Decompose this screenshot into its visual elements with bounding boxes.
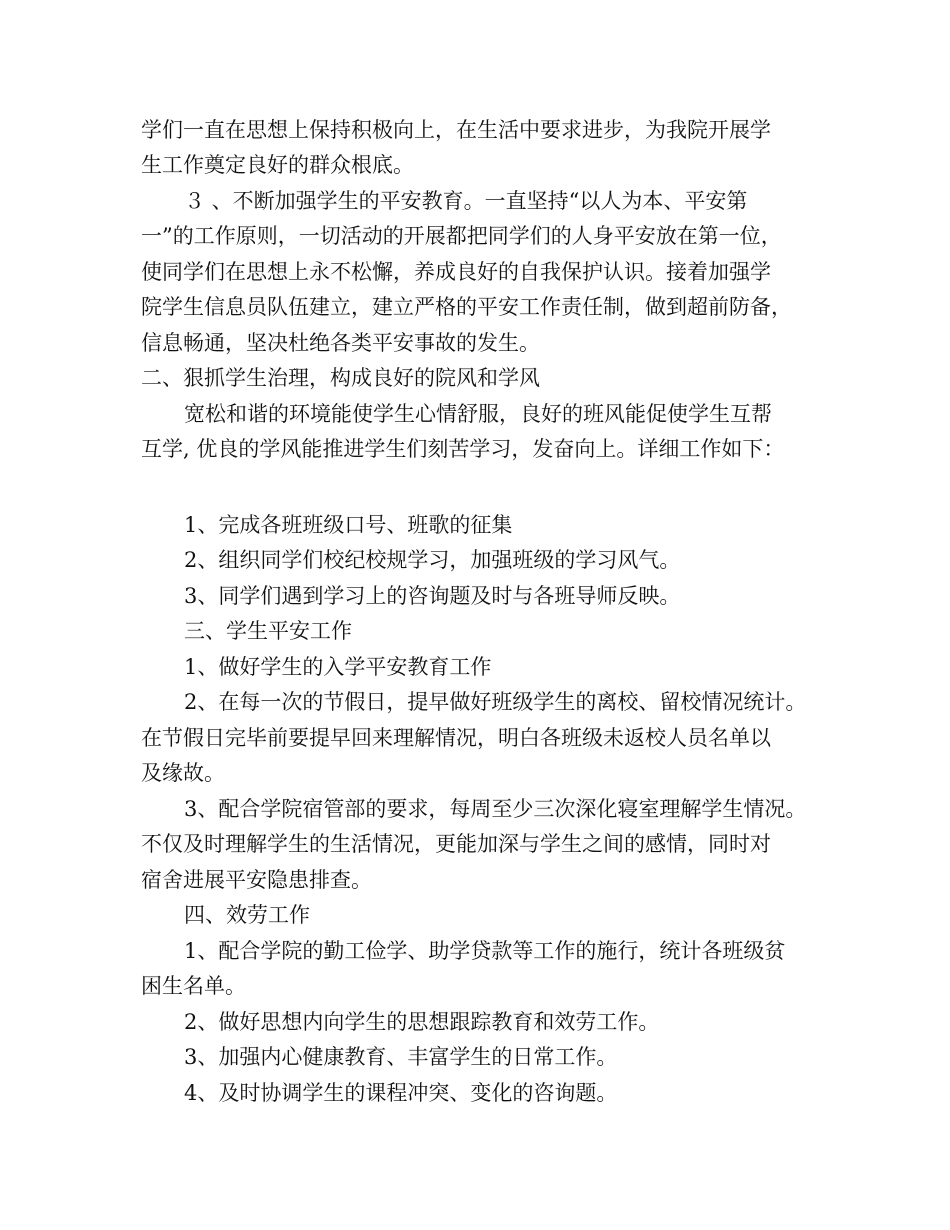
list-item: 1、做好学生的入学平安教育工作: [184, 655, 492, 679]
list-item: 2、在每一次的节假日，提早做好班级学生的离校、留校情况统计。: [184, 690, 807, 714]
list-item: 2、组织同学们校纪校规学习，加强班级的学习风气。: [184, 548, 681, 572]
section-heading: 四、效劳工作: [184, 903, 310, 927]
paragraph-line: 在节假日完毕前要提早回来理解情况，明白各班级未返校人员名单以: [141, 726, 771, 750]
paragraph-line: 及缘故。: [141, 761, 225, 785]
paragraph-line: 互学, 优良的学风能推进学生们刻苦学习，发奋向上。详细工作如下：: [141, 437, 785, 461]
list-item: 3、同学们遇到学习上的咨询题及时与各班导师反映。: [184, 584, 681, 608]
paragraph-line: ３ 、不断加强学生的平安教育。一直坚持“以人为本、平安第: [184, 189, 748, 213]
list-item: 1、配合学院的勤工俭学、助学贷款等工作的施行，统计各班级贫: [184, 939, 786, 963]
section-heading: 三、学生平安工作: [184, 619, 352, 643]
list-item: 4、及时协调学生的课程冲突、变化的咨询题。: [184, 1081, 618, 1105]
list-item: 2、做好思想内向学生的思想跟踪教育和效劳工作。: [184, 1010, 660, 1034]
paragraph-line: 一”的工作原则，一切活动的开展都把同学们的人身平安放在第一位，: [141, 224, 782, 248]
section-heading: 二、狠抓学生治理，构成良好的院风和学风: [141, 366, 540, 390]
paragraph-line: 生工作奠定良好的群众根底。: [141, 153, 414, 177]
paragraph-line: 不仅及时理解学生的生活情况，更能加深与学生之间的感情，同时对: [141, 832, 771, 856]
list-item: 3、加强内心健康教育、丰富学生的日常工作。: [184, 1045, 618, 1069]
paragraph-line: 使同学们在思想上永不松懈，养成良好的自我保护认识。接着加强学: [141, 260, 771, 284]
paragraph-line: 困生名单。: [141, 974, 246, 998]
paragraph-line: 院学生信息员队伍建立，建立严格的平安工作责任制，做到超前防备，: [141, 295, 792, 319]
list-item: 3、配合学院宿管部的要求，每周至少三次深化寝室理解学生情况。: [184, 797, 807, 821]
list-item: 1、完成各班班级口号、班歌的征集: [184, 513, 513, 537]
paragraph-line: 信息畅通，坚决杜绝各类平安事故的发生。: [141, 331, 540, 355]
paragraph-line: 宿舍进展平安隐患排查。: [141, 868, 372, 892]
paragraph-line: 学们一直在思想上保持积极向上，在生活中要求进步，为我院开展学: [141, 118, 771, 142]
paragraph-line: 宽松和谐的环境能使学生心情舒服，良好的班风能促使学生互帮: [184, 402, 772, 426]
